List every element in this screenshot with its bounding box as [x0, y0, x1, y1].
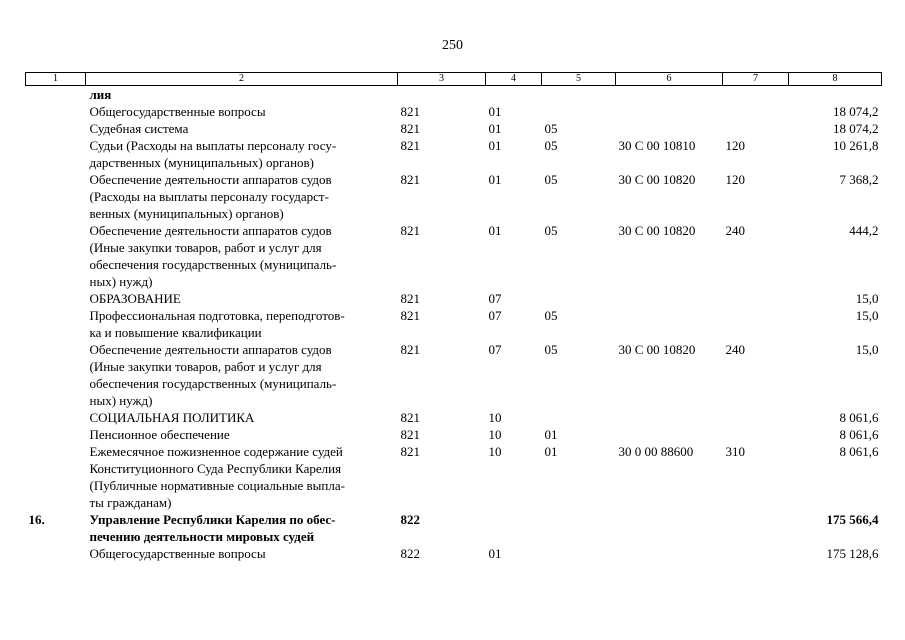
amount-cell: 10 261,8 [833, 138, 879, 153]
row-number-cell [26, 86, 86, 104]
row-name-line: Обеспечение деятельности аппаратов судов [89, 172, 332, 187]
target-article-cell [616, 86, 723, 104]
section-code-cell: 07 [488, 342, 502, 357]
row-name-line: Судьи (Расходы на выплаты персоналу госу- [89, 138, 337, 153]
ministry-code-cell: 821 [400, 104, 420, 119]
row-number-cell [26, 222, 86, 290]
section-code-cell: 01 [488, 138, 502, 153]
row-number-cell [26, 103, 86, 120]
row-name-line: дарственных (муниципальных) органов) [89, 155, 315, 170]
row-name-line: Судебная система [89, 121, 189, 136]
subsection-code-cell: 05 [544, 172, 558, 187]
row-name-cell [86, 307, 398, 341]
row-name-line: лия [89, 87, 112, 102]
ministry-code-cell: 821 [400, 444, 420, 459]
target-article-cell: 30 0 00 88600 [618, 444, 694, 459]
row-name-line: ка и повышение квалификации [89, 325, 262, 340]
expense-type-cell: 240 [725, 342, 745, 357]
row-name-line: Общегосударственные вопросы [89, 546, 266, 561]
table-row [26, 545, 882, 562]
table-row [26, 171, 882, 222]
subsection-code-cell [542, 103, 616, 120]
subsection-code-cell: 05 [544, 121, 558, 136]
amount-cell: 175 566,4 [826, 512, 879, 527]
ministry-code-cell: 821 [400, 172, 420, 187]
ministry-code-cell: 821 [400, 291, 420, 306]
amount-cell: 8 061,6 [839, 444, 879, 459]
subsection-code-cell [542, 545, 616, 562]
ministry-code-cell: 821 [400, 427, 420, 442]
table-row [26, 222, 882, 290]
expense-type-cell [723, 545, 789, 562]
row-name-line: Ежемесячное пожизненное содержание судей [89, 444, 343, 459]
row-name-line: ОБРАЗОВАНИЕ [89, 291, 181, 306]
subsection-code-cell: 05 [544, 138, 558, 153]
row-number-cell [26, 443, 86, 511]
row-name-line: Управление Республики Карелия по обес- [89, 512, 336, 527]
row-number-cell [26, 120, 86, 137]
expense-type-cell [723, 426, 789, 443]
section-code-cell: 01 [488, 546, 502, 561]
section-code-cell: 07 [488, 291, 502, 306]
row-name-line: Общегосударственные вопросы [89, 104, 266, 119]
target-article-cell: 30 С 00 10820 [618, 342, 696, 357]
row-name-cell [86, 86, 398, 104]
row-name-cell [86, 511, 398, 545]
expense-type-cell [723, 290, 789, 307]
target-article-cell: 30 С 00 10820 [618, 223, 696, 238]
amount-cell [789, 86, 882, 104]
budget-table [25, 72, 882, 562]
row-number-cell [26, 137, 86, 171]
row-name-cell [86, 426, 398, 443]
ministry-code-cell: 822 [400, 512, 420, 527]
subsection-code-cell: 01 [544, 427, 558, 442]
expense-type-cell [723, 120, 789, 137]
subsection-code-cell: 05 [544, 308, 558, 323]
row-name-line: Профессиональная подготовка, переподготов- [89, 308, 345, 323]
section-code-cell: 10 [488, 427, 502, 442]
row-number-cell [26, 409, 86, 426]
section-code-cell [486, 511, 542, 545]
table-row [26, 290, 882, 307]
row-name-line: Обеспечение деятельности аппаратов судов [89, 342, 332, 357]
expense-type-cell [723, 103, 789, 120]
table-row [26, 341, 882, 409]
table-row [26, 120, 882, 137]
row-name-line: (Иные закупки товаров, работ и услуг для [89, 359, 322, 374]
subsection-code-cell: 01 [544, 444, 558, 459]
section-code-cell: 10 [488, 410, 502, 425]
section-code-cell: 10 [488, 444, 502, 459]
target-article-cell: 30 С 00 10820 [618, 172, 696, 187]
table-row [26, 103, 882, 120]
amount-cell: 444,2 [849, 223, 879, 238]
target-article-cell [616, 511, 723, 545]
subsection-code-cell [542, 511, 616, 545]
table-row [26, 86, 882, 104]
expense-type-cell [723, 86, 789, 104]
ministry-code-cell: 821 [400, 121, 420, 136]
row-name-line: печению деятельности мировых судей [89, 529, 315, 544]
target-article-cell [616, 409, 723, 426]
table-row [26, 511, 882, 545]
row-number-cell [26, 426, 86, 443]
row-number-cell [26, 171, 86, 222]
column-header: 4 [486, 73, 542, 86]
section-code-cell [486, 86, 542, 104]
ministry-code-cell: 821 [400, 138, 420, 153]
target-article-cell [616, 103, 723, 120]
amount-cell: 8 061,6 [839, 410, 879, 425]
subsection-code-cell [542, 290, 616, 307]
amount-cell: 15,0 [855, 342, 879, 357]
amount-cell: 15,0 [855, 308, 879, 323]
row-name-line: (Расходы на выплаты персоналу государст- [89, 189, 329, 204]
ministry-code-cell: 821 [400, 223, 420, 238]
amount-cell: 18 074,2 [833, 121, 879, 136]
subsection-code-cell [542, 409, 616, 426]
row-name-line: ных) нужд) [89, 393, 153, 408]
row-name-cell [86, 103, 398, 120]
row-name-line: Пенсионное обеспечение [89, 427, 230, 442]
table-row [26, 426, 882, 443]
row-number-cell [26, 307, 86, 341]
table-row [26, 409, 882, 426]
row-name-line: СОЦИАЛЬНАЯ ПОЛИТИКА [89, 410, 255, 425]
row-name-cell [86, 290, 398, 307]
subsection-code-cell: 05 [544, 342, 558, 357]
expense-type-cell [723, 511, 789, 545]
row-number-cell [26, 290, 86, 307]
row-name-line: венных (муниципальных) органов) [89, 206, 284, 221]
target-article-cell [616, 545, 723, 562]
section-code-cell: 01 [488, 104, 502, 119]
target-article-cell [616, 120, 723, 137]
row-name-line: (Публичные нормативные социальные выпла- [89, 478, 345, 493]
row-name-cell [86, 545, 398, 562]
column-header: 1 [26, 73, 86, 86]
ministry-code-cell: 822 [400, 546, 420, 561]
row-name-cell [86, 120, 398, 137]
row-name-cell [86, 171, 398, 222]
table-row [26, 443, 882, 511]
expense-type-cell: 310 [725, 444, 745, 459]
row-name-cell [86, 341, 398, 409]
target-article-cell: 30 С 00 10810 [618, 138, 696, 153]
row-name-line: обеспечения государственных (муниципаль- [89, 257, 337, 272]
ministry-code-cell: 821 [400, 342, 420, 357]
amount-cell: 15,0 [855, 291, 879, 306]
row-name-line: обеспечения государственных (муниципаль- [89, 376, 337, 391]
ministry-code-cell: 821 [400, 308, 420, 323]
column-header: 6 [616, 73, 723, 86]
ministry-code-cell: 821 [400, 410, 420, 425]
subsection-code-cell: 05 [544, 223, 558, 238]
row-name-cell [86, 222, 398, 290]
section-code-cell: 01 [488, 172, 502, 187]
target-article-cell [616, 307, 723, 341]
table-row [26, 137, 882, 171]
row-name-line: Обеспечение деятельности аппаратов судов [89, 223, 332, 238]
target-article-cell [616, 290, 723, 307]
ministry-code-cell [398, 86, 486, 104]
subsection-code-cell [542, 86, 616, 104]
row-number-cell [26, 545, 86, 562]
section-code-cell: 01 [488, 121, 502, 136]
row-name-cell [86, 137, 398, 171]
page-number: 250 [442, 38, 463, 53]
column-header: 2 [86, 73, 398, 86]
section-code-cell: 07 [488, 308, 502, 323]
column-header: 7 [723, 73, 789, 86]
expense-type-cell [723, 307, 789, 341]
expense-type-cell: 120 [725, 138, 745, 153]
expense-type-cell: 240 [725, 223, 745, 238]
amount-cell: 18 074,2 [833, 104, 879, 119]
row-number-cell: 16. [28, 512, 45, 527]
row-name-line: ты гражданам) [89, 495, 172, 510]
row-number-cell [26, 341, 86, 409]
target-article-cell [616, 426, 723, 443]
column-header: 8 [789, 73, 882, 86]
expense-type-cell [723, 409, 789, 426]
column-number-header-row [26, 73, 882, 86]
amount-cell: 8 061,6 [839, 427, 879, 442]
expense-type-cell: 120 [725, 172, 745, 187]
amount-cell: 7 368,2 [839, 172, 879, 187]
row-name-line: ных) нужд) [89, 274, 153, 289]
column-header: 3 [398, 73, 486, 86]
section-code-cell: 01 [488, 223, 502, 238]
row-name-line: (Иные закупки товаров, работ и услуг для [89, 240, 322, 255]
row-name-cell [86, 443, 398, 511]
amount-cell: 175 128,6 [826, 546, 879, 561]
row-name-line: Конституционного Суда Республики Карелия [89, 461, 342, 476]
table-row [26, 307, 882, 341]
column-header: 5 [542, 73, 616, 86]
row-name-cell [86, 409, 398, 426]
